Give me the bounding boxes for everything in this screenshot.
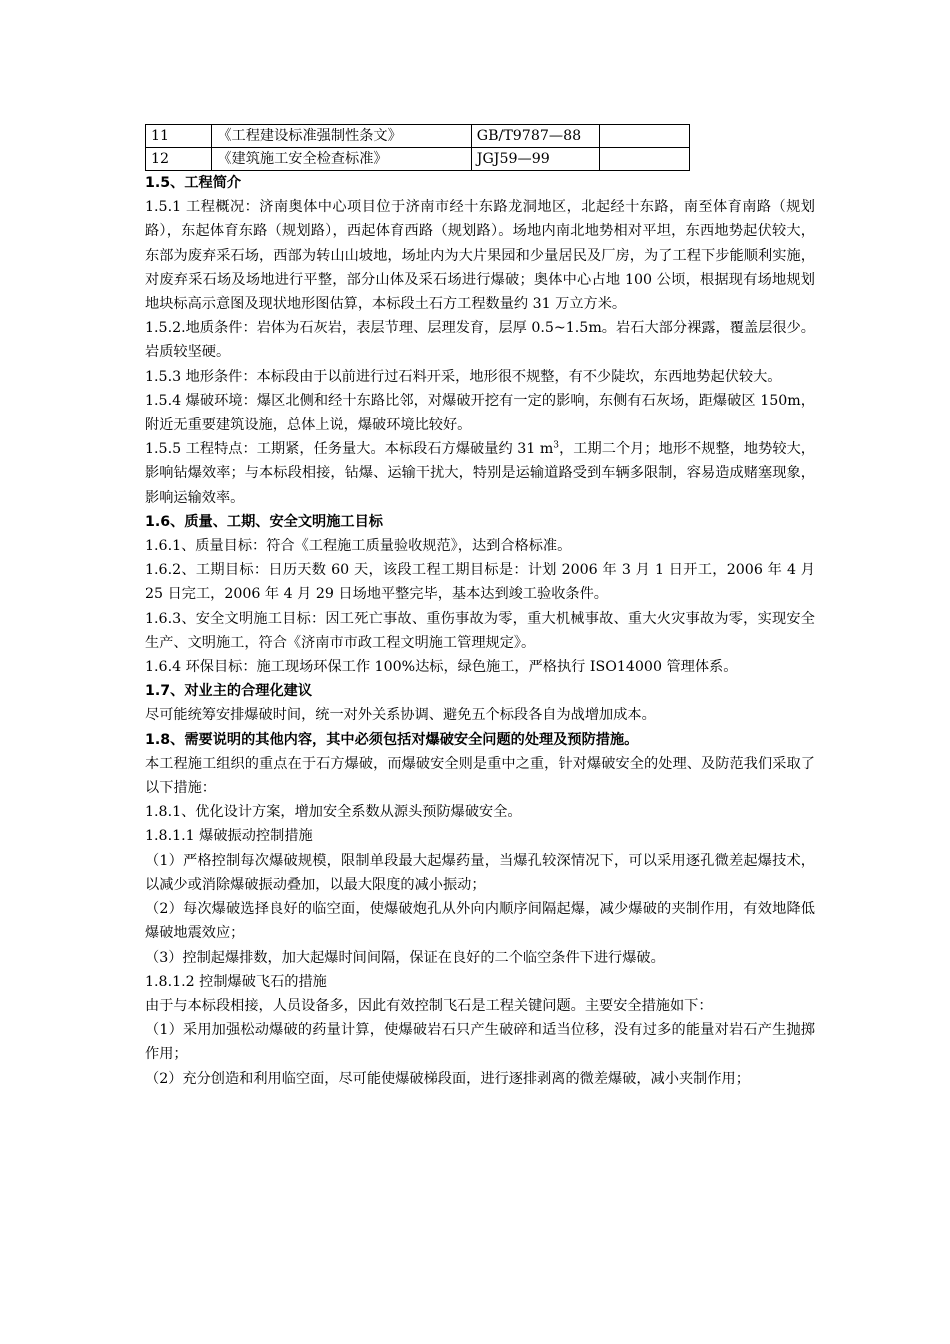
section-heading-1-5: 1.5、工程简介 [145, 175, 242, 191]
paragraph: 1.5.2.地质条件：岩体为石灰岩，表层节理、层理发育，层厚 0.5~1.5m。岩石大部分裸露，覆盖层很少。岩质较坚硬。 [145, 320, 815, 361]
standards-table [145, 124, 690, 171]
standard-code: GB/T9787—88 [471, 125, 600, 148]
text-run: ，工期二个月；地形不规整，地势较大，影响钻爆效率；与本标段相接，钻爆、运输干扰大，特别是运输道路受到车辆多限制，容易造成赌塞现象，影响运输效率。 [145, 441, 815, 506]
paragraph: （2）每次爆破选择良好的临空面，使爆破炮孔从外向内顺序间隔起爆，减少爆破的夹制作用，有效地降低爆破地震效应； [145, 901, 815, 942]
paragraph: 由于与本标段相接，人员设备多，因此有效控制飞石是工程关键问题。主要安全措施如下： [145, 997, 713, 1014]
table-row [146, 125, 690, 148]
row-number: 11 [146, 125, 212, 148]
paragraph: （1）严格控制每次爆破规模，限制单段最大起爆药量，当爆孔较深情况下，可以采用逐孔微差起爆技术，以减少或消除爆破振动叠加，以最大限度的减小振动； [145, 852, 815, 893]
standard-note [600, 125, 690, 148]
paragraph: （2）充分创造和利用临空面，尽可能使爆破梯段面，进行逐排剥离的微差爆破，减小夹制作用； [145, 1070, 750, 1087]
paragraph: 尽可能统筹安排爆破时间，统一对外关系协调、避免五个标段各自为战增加成本。 [145, 707, 656, 724]
paragraph: 1.5.4 爆破环境：爆区北侧和经十东路比邻，对爆破开挖有一定的影响，东侧有石灰场，距爆破区 150m，附近无重要建筑设施，总体上说，爆破环境比较好。 [145, 392, 815, 434]
section-heading-1-6: 1.6、质量、工期、安全文明施工目标 [145, 513, 383, 530]
standard-name: 《工程建设标准强制性条文》 [212, 125, 471, 148]
document-page [145, 124, 815, 1091]
paragraph: 1.6.3、安全文明施工目标：因工死亡事故、重伤事故为零，重大机械事故、重大火灾事故为零，实现安全生产、文明施工，符合《济南市市政工程文明施工管理规定》。 [145, 610, 815, 651]
paragraph: 1.6.1、质量目标：符合《工程施工质量验收规范》，达到合格标准。 [145, 538, 572, 555]
paragraph: 1.8.1.2 控制爆破飞石的措施 [145, 973, 327, 990]
paragraph: （3）控制起爆排数，加大起爆时间间隔，保证在良好的二个临空条件下进行爆破。 [145, 949, 665, 966]
text-run: 1.5.5 工程特点：工期紧，任务量大。本标段石方爆破量约 31 m [145, 441, 554, 458]
paragraph: （1）采用加强松动爆破的药量计算，使爆破岩石只产生破碎和适当位移，没有过多的能量对岩石产生抛掷作用； [145, 1022, 815, 1063]
superscript: 3 [553, 440, 560, 451]
paragraph: 1.5.3 地形条件：本标段由于以前进行过石料开采，地形很不规整，有不少陡坎，东西地势起伏较大。 [145, 368, 782, 385]
paragraph: 1.5.1 工程概况：济南奥体中心项目位于济南市经十东路龙洞地区，北起经十东路，南至体育南路（规划路），东起体育东路（规划路），西起体育西路（规划路）。场地内南北地势相对平坦，东西地势起伏较大，东部为废弃采石场，西部为转山山坡地，场址内为大片果园和少量居民及厂房，为了工程下步能顺利实施，对废弃采石场及场地进行平整，部分山体及采石场进行爆破；奥体中心占地 100 公顷，根据现有场地规划地块标高示意图及现状地形图估算，本标段土石方工程数量约 31 万立方米。 [145, 199, 815, 313]
section-heading-1-7: 1.7、对业主的合理化建议 [145, 683, 313, 700]
standard-note [600, 148, 690, 171]
standard-code: JGJ59—99 [471, 148, 600, 171]
section-heading-1-8: 1.8、需要说明的其他内容，其中必须包括对爆破安全问题的处理及预防措施。 [145, 731, 639, 748]
paragraph: 1.8.1.1 爆破振动控制措施 [145, 828, 313, 845]
paragraph: 本工程施工组织的重点在于石方爆破，而爆破安全则是重中之重，针对爆破安全的处理、及防范我们采取了以下措施： [145, 755, 815, 797]
table-row [146, 148, 690, 171]
paragraph: 1.6.2、工期目标：日历天数 60 天，该段工程工期目标是：计划 2006 年 3 月 1 日开工，2006 年 4 月 25 日完工，2006 年 4 月 29 日场地平整完毕，基本达到竣工验收条件。 [145, 562, 815, 603]
paragraph: 1.6.4 环保目标：施工现场环保工作 100%达标，绿色施工，严格执行 ISO14000 管理体系。 [145, 659, 738, 676]
paragraph [145, 437, 815, 510]
standard-name: 《建筑施工安全检查标准》 [212, 148, 471, 171]
row-number: 12 [146, 148, 212, 171]
paragraph: 1.8.1、优化设计方案，增加安全系数从源头预防爆破安全。 [145, 804, 522, 821]
